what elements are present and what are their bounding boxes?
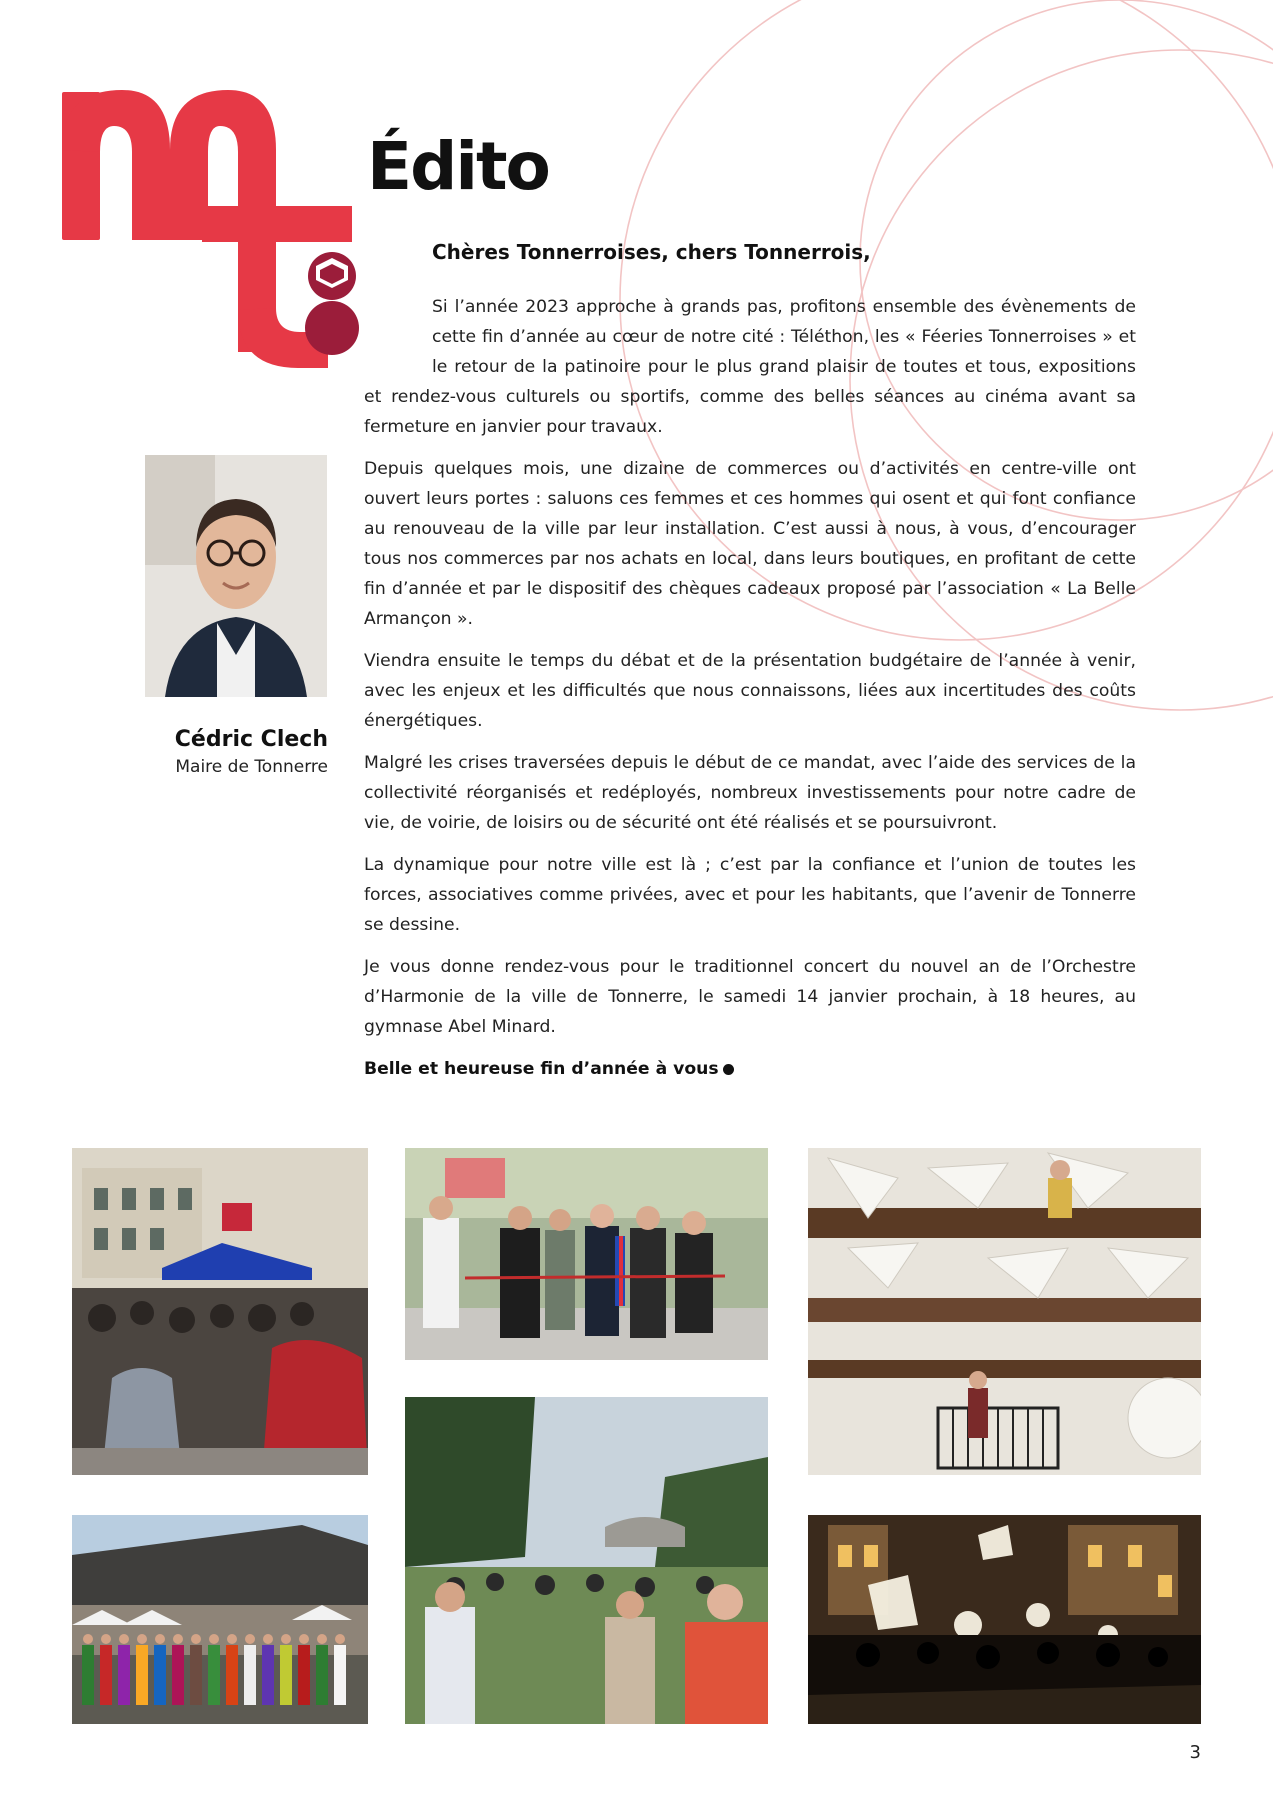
letter-paragraph: Viendra ensuite le temps du débat et de la présentation budgétaire de l’année à venir, avec les enjeux et les difficultés que nous connaissons, liées aux incertitudes des coûts énergétiques. — [364, 651, 1136, 731]
letter-greeting: Chères Tonnerroises, chers Tonnerrois, — [432, 240, 871, 264]
letter-body — [364, 292, 1136, 1096]
portrait-photo — [145, 455, 327, 697]
mt-logo-icon — [62, 80, 362, 380]
letter-closing — [364, 1054, 1136, 1084]
letter-paragraph: La dynamique pour notre ville est là ; c’est par la confiance et l’union de toutes les forces, associatives comme privées, avec et pour les habitants, que l’avenir de Tonnerre se dessine. — [364, 855, 1136, 935]
logo-wrap-spacer — [364, 292, 432, 382]
medieval-costumes-photo — [72, 1515, 368, 1724]
closing-text: Belle et heureuse fin d’année à vous — [364, 1059, 719, 1079]
bullet-dot-icon — [723, 1064, 734, 1075]
letter-paragraph: Depuis quelques mois, une dizaine de commerces ou d’activités en centre-ville ont ouvert leurs portes : saluons ces femmes et ces hommes qui osent et qui font confiance au renouveau de la ville par leur installation. C’est aussi à nous, à vous, d’encourager tous nos commerces par nos achats en local, dans leurs boutiques, en profitant de cette fin d’année et par le dispositif des chèques cadeaux proposé par l’association « La Belle Armançon ». — [364, 459, 1136, 629]
night-lantern-parade-photo — [808, 1515, 1201, 1724]
suspended-lanterns-photo — [808, 1148, 1201, 1475]
letter-paragraph: Je vous donne rendez-vous pour le traditionnel concert du nouvel an de l’Orchestre d’Harmonie de la ville de Tonnerre, le samedi 14 janvier prochain, à 18 heures, au gymnase Abel Minard. — [364, 957, 1136, 1037]
author-name: Cédric Clech — [174, 727, 328, 752]
letter-paragraph: Si l’année 2023 approche à grands pas, profitons ensemble des évènements de cette fin d’année au cœur de notre cité : Téléthon, les « Féeries Tonnerroises » et le retour de la patinoire pour le plus grand plaisir de toutes et tous, expositions et rendez-vous culturels ou sportifs, comme des belles séances au cinéma avant sa fermeture en janvier pour travaux. — [364, 297, 1136, 437]
author-role: Maire de Tonnerre — [175, 757, 328, 777]
ribbon-ceremony-photo — [405, 1148, 768, 1360]
letter-paragraph: Malgré les crises traversées depuis le début de ce mandat, avec l’aide des services de la collectivité réorganisés et redéployés, nombreux investissements pour notre cadre de vie, de voirie, de loisirs ou de sécurité ont été réalisés et se poursuivront. — [364, 753, 1136, 833]
market-crowd-photo — [72, 1148, 368, 1475]
park-crowd-photo — [405, 1397, 768, 1724]
page-title: Édito — [367, 128, 549, 205]
page-number: 3 — [1189, 1742, 1201, 1763]
